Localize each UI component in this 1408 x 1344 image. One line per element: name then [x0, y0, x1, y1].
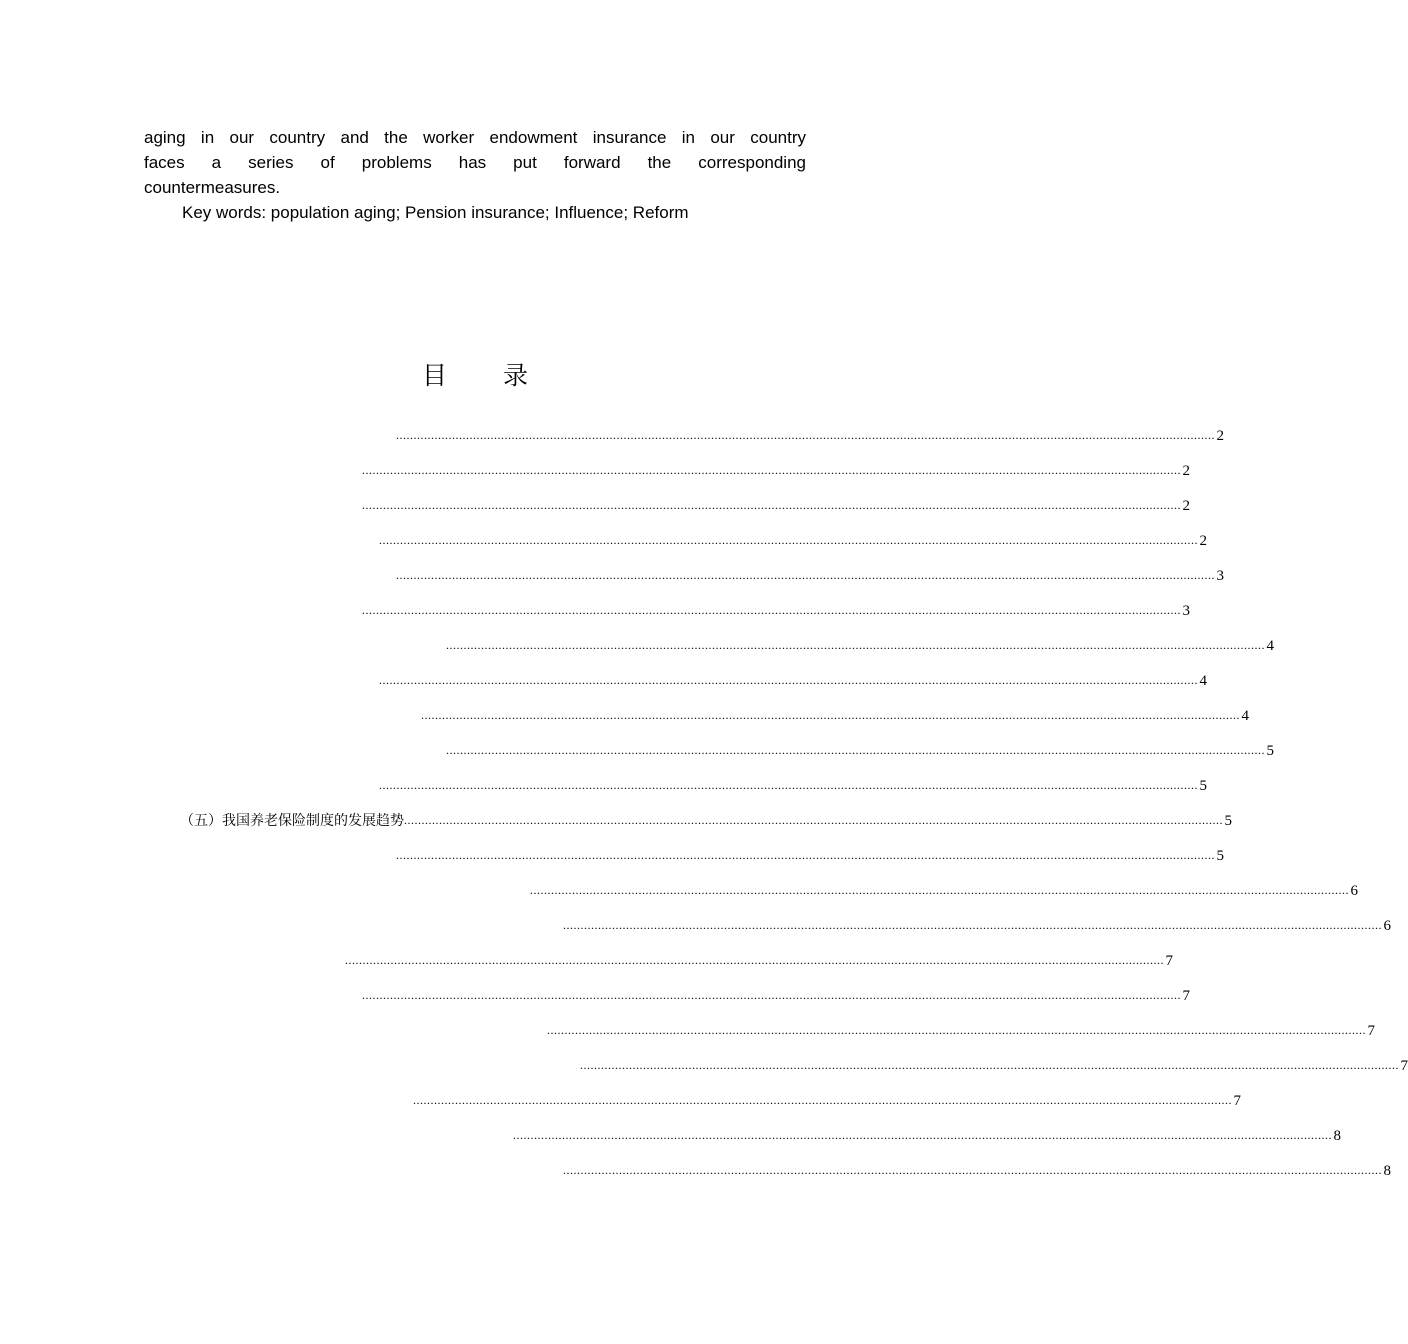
toc-entry[interactable] [563, 1161, 1391, 1181]
toc-leader: .......................................................................................................................................................................................................................................... [379, 533, 1198, 547]
toc-page-number: 3 [1182, 603, 1190, 619]
toc-page-number: 5 [1216, 848, 1224, 864]
toc-entry[interactable] [563, 916, 1391, 936]
toc-leader: .......................................................................................................................................................................................................................................... [362, 463, 1181, 477]
toc-page-number: 8 [1333, 1128, 1341, 1144]
toc-page-number: 3 [1216, 568, 1224, 584]
toc-entry[interactable] [379, 776, 1207, 796]
toc-page-number: 2 [1182, 463, 1190, 479]
toc-page-number: 7 [1233, 1093, 1241, 1109]
abstract-line: countermeasures. [144, 178, 281, 197]
toc-page-number: 2 [1199, 533, 1207, 549]
toc-page-number: 6 [1383, 918, 1391, 934]
toc-leader: .......................................................................................................................................................................................................................................... [513, 1128, 1332, 1142]
toc-entry[interactable] [379, 671, 1207, 691]
toc-entry[interactable] [446, 636, 1274, 656]
toc-entry[interactable] [513, 1126, 1341, 1146]
toc-entry[interactable] [180, 811, 1232, 831]
toc-entry-text: （五）我国养老保险制度的发展趋势 [180, 813, 404, 829]
toc-leader: .......................................................................................................................................................................................................................................... [446, 743, 1265, 757]
toc-leader: .......................................................................................................................................................................................................................................... [563, 1163, 1382, 1177]
toc-leader: .......................................................................................................................................................................................................................................... [413, 1093, 1232, 1107]
toc-page-number: 7 [1367, 1023, 1375, 1039]
toc-leader: .......................................................................................................................................................................................................................................... [580, 1058, 1399, 1072]
toc-entry[interactable] [362, 601, 1190, 621]
toc-leader: .......................................................................................................................................................................................................................................... [396, 428, 1215, 442]
toc-entry[interactable] [547, 1021, 1375, 1041]
toc-entry[interactable] [396, 566, 1224, 586]
toc-page-number: 2 [1216, 428, 1224, 444]
toc-page-number: 7 [1165, 953, 1173, 969]
toc-leader: .......................................................................................................................................................................................................................................... [404, 813, 1223, 827]
abstract-line: aging in our country and the worker endowment insurance in our country [144, 128, 806, 147]
toc-leader: .......................................................................................................................................................................................................................................... [362, 603, 1181, 617]
toc-entry[interactable] [362, 496, 1190, 516]
toc-entry[interactable] [362, 461, 1190, 481]
toc-leader: .......................................................................................................................................................................................................................................... [530, 883, 1349, 897]
toc-leader: .......................................................................................................................................................................................................................................... [563, 918, 1382, 932]
toc-leader: .......................................................................................................................................................................................................................................... [379, 673, 1198, 687]
toc-leader: .......................................................................................................................................................................................................................................... [446, 638, 1265, 652]
toc-leader: .......................................................................................................................................................................................................................................... [345, 953, 1164, 967]
toc-leader: .......................................................................................................................................................................................................................................... [379, 778, 1198, 792]
toc-page-number: 7 [1182, 988, 1190, 1004]
toc-page-number: 5 [1199, 778, 1207, 794]
toc-title: 目 录 [422, 361, 552, 390]
toc-entry[interactable] [413, 1091, 1241, 1111]
toc-page-number: 4 [1241, 708, 1249, 724]
toc-entry[interactable] [580, 1056, 1408, 1076]
toc-page-number: 2 [1182, 498, 1190, 514]
toc-page-number: 5 [1266, 743, 1274, 759]
toc-entry[interactable] [345, 951, 1173, 971]
keywords: Key words: population aging; Pension insurance; Influence; Reform [182, 203, 689, 222]
toc-page-number: 5 [1224, 813, 1232, 829]
toc-page-number: 4 [1266, 638, 1274, 654]
toc-entry[interactable] [379, 531, 1207, 551]
toc-entry[interactable] [362, 986, 1190, 1006]
toc-page-number: 7 [1400, 1058, 1408, 1074]
toc-entry[interactable] [530, 881, 1358, 901]
toc-entry[interactable] [421, 706, 1249, 726]
toc-leader: .......................................................................................................................................................................................................................................... [547, 1023, 1366, 1037]
toc-page-number: 8 [1383, 1163, 1391, 1179]
toc-leader: .......................................................................................................................................................................................................................................... [396, 848, 1215, 862]
abstract-line: faces a series of problems has put forward the corresponding [144, 153, 806, 172]
toc-entry[interactable] [446, 741, 1274, 761]
toc-page-number: 4 [1199, 673, 1207, 689]
toc-leader: .......................................................................................................................................................................................................................................... [421, 708, 1240, 722]
toc-leader: .......................................................................................................................................................................................................................................... [362, 988, 1181, 1002]
toc-leader: .......................................................................................................................................................................................................................................... [362, 498, 1181, 512]
toc-leader: .......................................................................................................................................................................................................................................... [396, 568, 1215, 582]
toc-page-number: 6 [1350, 883, 1358, 899]
toc-entry[interactable] [396, 846, 1224, 866]
toc-entry[interactable] [396, 426, 1224, 446]
